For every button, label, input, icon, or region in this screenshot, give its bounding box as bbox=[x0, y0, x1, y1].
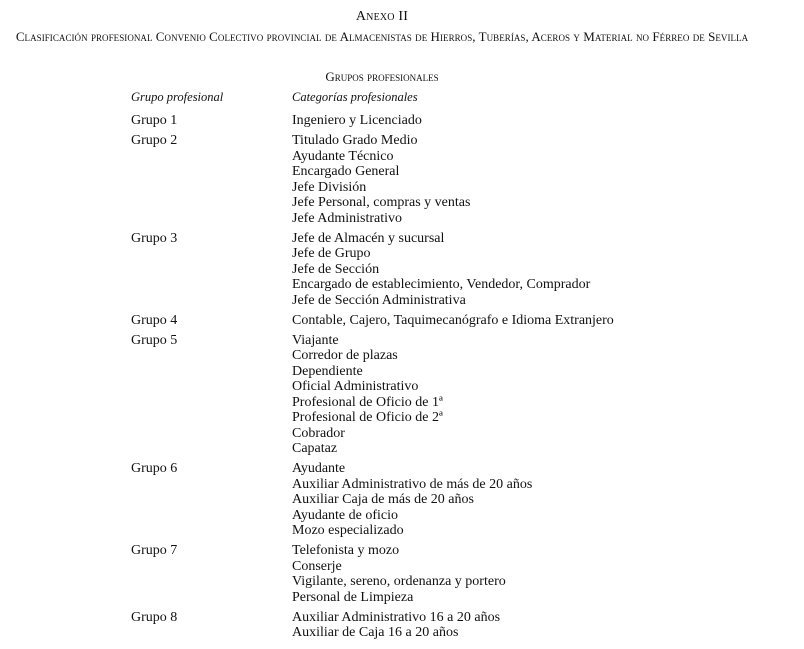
category-item: Encargado de establecimiento, Vendedor, Comprador bbox=[292, 277, 591, 292]
category-list bbox=[292, 610, 771, 641]
category-item: Telefonista y mozo bbox=[292, 543, 400, 558]
category-item: Capataz bbox=[292, 441, 338, 456]
category-item: Cobrador bbox=[292, 425, 345, 441]
table-row bbox=[131, 113, 771, 129]
category-item: Encargado General bbox=[292, 164, 400, 179]
category-item: Ayudante de oficio bbox=[292, 507, 399, 523]
category-item: Personal de Limpieza bbox=[292, 589, 414, 605]
category-item: Ayudante Técnico bbox=[292, 148, 394, 164]
category-item: Corredor de plazas bbox=[292, 348, 398, 363]
category-item: Ayudante bbox=[292, 461, 346, 476]
category-item: Profesional de Oficio de 1ª bbox=[292, 394, 443, 410]
category-item: Auxiliar Administrativo 16 a 20 años bbox=[292, 609, 501, 625]
category-list bbox=[292, 333, 771, 457]
table-row bbox=[131, 133, 771, 226]
category-item: Contable, Cajero, Taquimecanógrafo e Idioma Extranjero bbox=[292, 312, 614, 328]
group-name: Grupo 6 bbox=[131, 461, 178, 476]
category-item: Profesional de Oficio de 2ª bbox=[292, 410, 443, 425]
table-row bbox=[131, 333, 771, 457]
group-name: Grupo 3 bbox=[131, 230, 178, 246]
table-row bbox=[131, 610, 771, 641]
category-item: Vigilante, sereno, ordenanza y portero bbox=[292, 574, 506, 589]
table-row bbox=[131, 543, 771, 605]
category-item: Jefe de Sección Administrativa bbox=[292, 292, 466, 308]
section-title: Grupos profesionales bbox=[325, 69, 439, 84]
category-item: Auxiliar de Caja 16 a 20 años bbox=[292, 625, 459, 640]
category-list bbox=[292, 133, 771, 226]
category-item: Titulado Grado Medio bbox=[292, 133, 418, 148]
category-item: Ingeniero y Licenciado bbox=[292, 113, 422, 128]
category-item: Viajante bbox=[292, 332, 339, 348]
category-item: Auxiliar Administrativo de más de 20 años bbox=[292, 476, 533, 492]
category-item: Dependiente bbox=[292, 363, 363, 379]
category-item: Jefe de Almacén y sucursal bbox=[292, 230, 445, 246]
annex-heading: Anexo II bbox=[355, 9, 409, 24]
category-item: Jefe Personal, compras y ventas bbox=[292, 195, 471, 210]
group-name: Grupo 8 bbox=[131, 609, 178, 625]
classification-table bbox=[131, 113, 771, 645]
category-item: Jefe de Grupo bbox=[292, 246, 371, 261]
category-list bbox=[292, 231, 771, 309]
category-item: Conserje bbox=[292, 558, 342, 574]
category-list bbox=[292, 113, 771, 129]
group-name: Grupo 2 bbox=[131, 133, 178, 148]
category-item: Jefe Administrativo bbox=[292, 210, 403, 226]
document-title: Clasificación profesional Convenio Colectivo provincial de Almacenistas de Hierros, Tuberías, Aceros y Material no Férreo de Sevilla bbox=[15, 29, 749, 44]
group-name: Grupo 7 bbox=[131, 543, 178, 558]
column-header-group: Grupo profesional bbox=[131, 90, 224, 104]
category-list bbox=[292, 313, 771, 329]
group-name: Grupo 4 bbox=[131, 312, 178, 328]
category-item: Mozo especializado bbox=[292, 523, 404, 538]
category-list bbox=[292, 461, 771, 539]
table-row bbox=[131, 461, 771, 539]
category-item: Jefe de Sección bbox=[292, 261, 380, 277]
category-item: Jefe División bbox=[292, 179, 367, 195]
table-row bbox=[131, 231, 771, 309]
column-header-categories: Categorías profesionales bbox=[292, 90, 418, 104]
table-row bbox=[131, 313, 771, 329]
group-name: Grupo 5 bbox=[131, 332, 178, 348]
category-item: Auxiliar Caja de más de 20 años bbox=[292, 492, 474, 507]
category-list bbox=[292, 543, 771, 605]
group-name: Grupo 1 bbox=[131, 113, 178, 128]
category-item: Oficial Administrativo bbox=[292, 379, 419, 394]
